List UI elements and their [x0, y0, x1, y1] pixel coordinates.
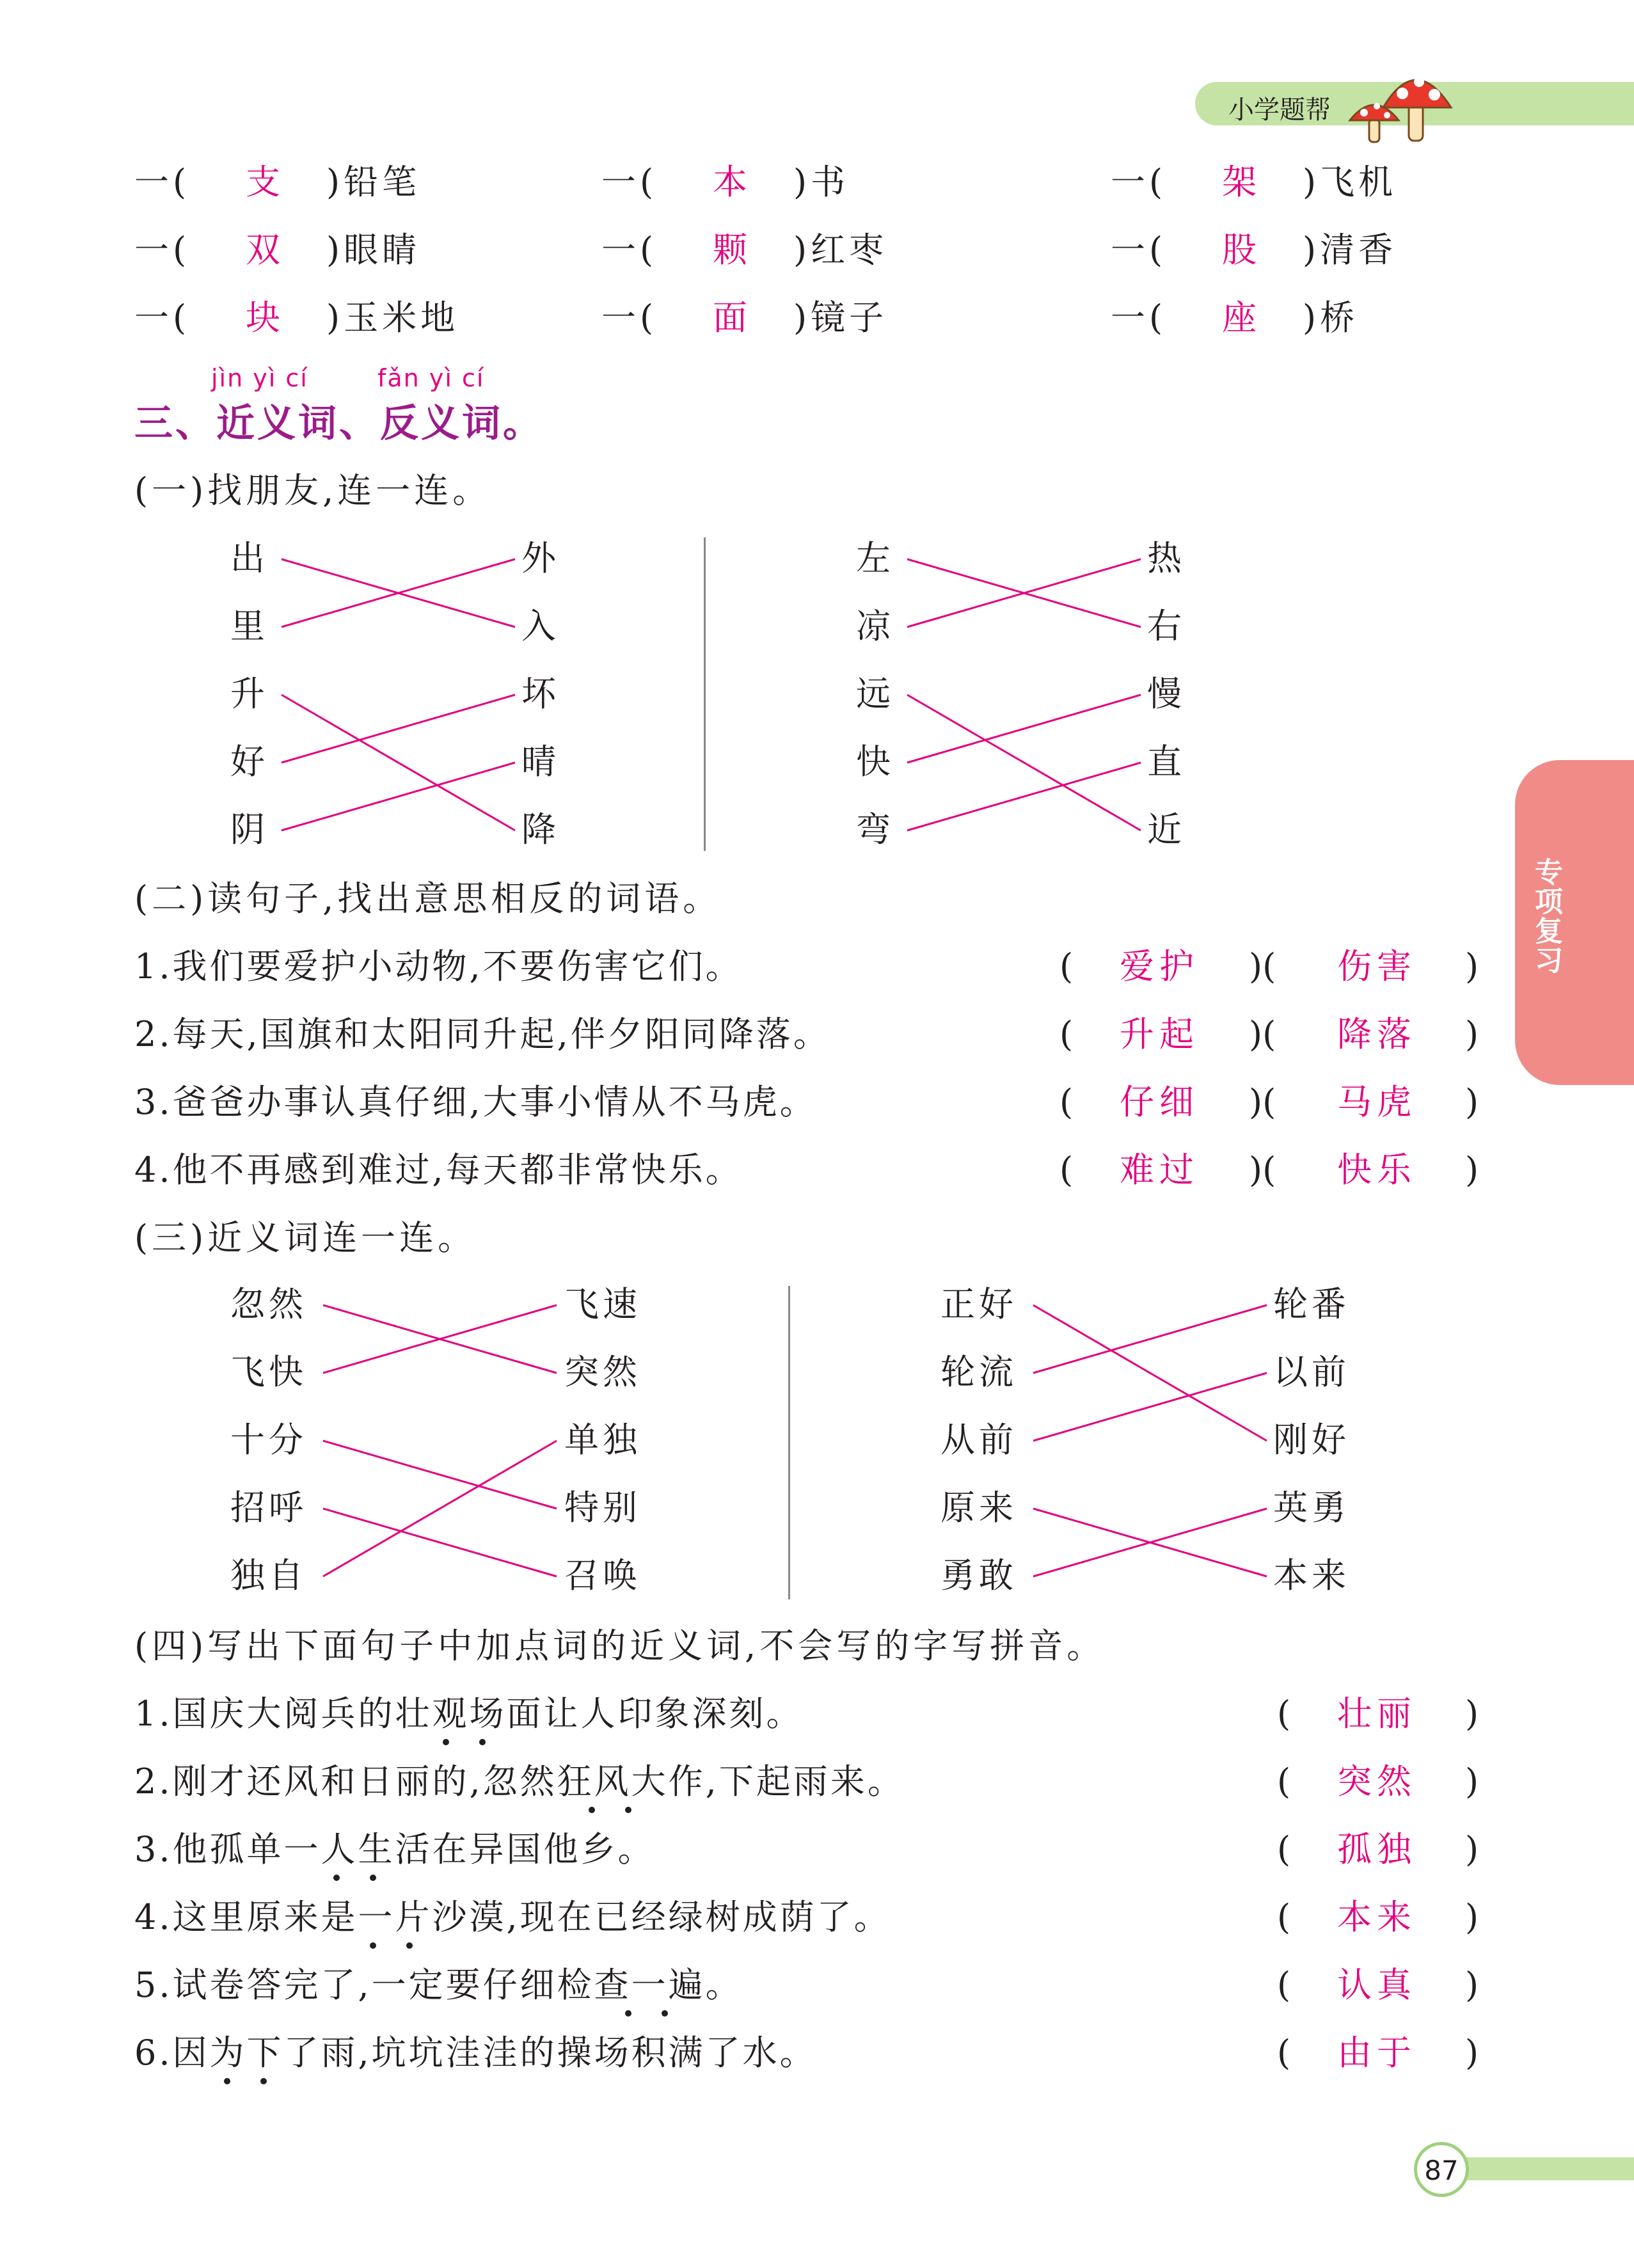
- sentence-text: 2.刚才还风和日丽的,忽然狂风大作,下起雨来。: [134, 1761, 905, 1802]
- emphasis-dot: [479, 1739, 486, 1745]
- measure-prefix: 一(: [601, 297, 658, 338]
- antonym-answer: 马虎: [1337, 1082, 1416, 1122]
- emphasis-dot: [370, 1942, 376, 1949]
- section-title: 三、近义词、反义词。: [134, 401, 544, 446]
- match-left-word: 轮流: [940, 1352, 1017, 1392]
- paren-close: ): [1465, 1693, 1479, 1734]
- measure-answer: 颗: [713, 230, 752, 270]
- match-left-word: 弯: [856, 809, 894, 850]
- measure-noun: )飞机: [1303, 162, 1397, 202]
- paren-open: (: [1059, 1150, 1074, 1190]
- antonym-answer: 伤害: [1337, 946, 1416, 987]
- paren-close: ): [1465, 1897, 1479, 1937]
- sentence-text: 2.每天,国旗和太阳同升起,伴夕阳同降落。: [134, 1014, 830, 1054]
- brand-label: 小学题帮: [1228, 95, 1331, 125]
- measure-answer: 面: [713, 297, 752, 338]
- match-left-word: 远: [856, 674, 894, 714]
- match-right-word: 外: [521, 538, 560, 578]
- match-left-word: 忽然: [230, 1284, 307, 1324]
- match-left-word: 好: [230, 741, 269, 782]
- measure-answer: 股: [1222, 230, 1262, 270]
- match-right-word: 飞速: [564, 1284, 641, 1324]
- match-right-word: 召唤: [564, 1555, 641, 1596]
- page-number: 87: [1424, 2155, 1459, 2186]
- emphasis-dot: [589, 1807, 595, 1813]
- emphasis-dot: [333, 1875, 340, 1881]
- emphasis-dot: [443, 1739, 449, 1745]
- match-right-word: 特别: [564, 1487, 641, 1528]
- part4-title: (四)写出下面句子中加点词的近义词,不会写的字写拼音。: [134, 1626, 1106, 1666]
- emphasis-dot: [406, 1942, 413, 1949]
- pinyin-fanyici: fǎn yì cí: [377, 364, 485, 392]
- match-left-word: 独自: [230, 1555, 307, 1596]
- match-link-line: [323, 1509, 557, 1576]
- match-right-word: 直: [1147, 741, 1186, 782]
- match-right-word: 突然: [564, 1352, 641, 1392]
- match-right-word: 单独: [564, 1420, 641, 1460]
- match-right-word: 刚好: [1273, 1420, 1350, 1460]
- part3-title: (三)近义词连一连。: [134, 1217, 477, 1258]
- match-left-word: 招呼: [230, 1487, 307, 1528]
- paren-open: (: [1277, 1761, 1291, 1802]
- match-right-word: 以前: [1273, 1352, 1350, 1392]
- part1-title: (一)找朋友,连一连。: [134, 470, 491, 511]
- synonym-answer: 壮丽: [1337, 1693, 1416, 1734]
- measure-noun: )镜子: [793, 297, 888, 338]
- sentence-text: 4.他不再感到难过,每天都非常快乐。: [134, 1150, 743, 1190]
- match-right-word: 近: [1147, 809, 1186, 850]
- measure-prefix: 一(: [1111, 297, 1167, 338]
- measure-answer: 架: [1222, 162, 1262, 202]
- synonym-answer: 孤独: [1337, 1829, 1416, 1869]
- match-right-word: 本来: [1273, 1555, 1350, 1596]
- measure-noun: )铅笔: [326, 162, 421, 202]
- measure-noun: )玉米地: [326, 297, 459, 338]
- synonym-answer: 认真: [1337, 1965, 1416, 2005]
- paren-close: ): [1465, 1761, 1479, 1802]
- match-left-word: 左: [856, 538, 894, 578]
- side-tab-label: 专项复习: [1530, 857, 1562, 975]
- sentence-text: 5.试卷答完了,一定要仔细检查一遍。: [134, 1965, 743, 2005]
- match-left-word: 阴: [230, 809, 269, 850]
- measure-prefix: 一(: [601, 162, 658, 202]
- match-left-word: 正好: [940, 1284, 1017, 1324]
- sentence-text: 3.爸爸办事认真仔细,大事小情从不马虎。: [134, 1082, 817, 1122]
- emphasis-dot: [625, 2010, 631, 2017]
- paren-close: ): [1465, 1082, 1479, 1122]
- match-left-word: 凉: [856, 606, 894, 646]
- antonym-answer: 升起: [1120, 1014, 1199, 1054]
- measure-prefix: 一(: [601, 230, 658, 270]
- emphasis-dot: [625, 1807, 631, 1813]
- match-right-word: 晴: [521, 741, 560, 782]
- antonym-answer: 难过: [1120, 1150, 1199, 1190]
- emphasis-dot: [370, 1875, 376, 1881]
- match-left-word: 快: [856, 741, 894, 782]
- match-right-word: 热: [1147, 538, 1186, 578]
- measure-answer: 本: [713, 162, 752, 202]
- match-right-word: 英勇: [1273, 1487, 1350, 1528]
- match-left-word: 从前: [940, 1420, 1017, 1460]
- measure-answer: 块: [246, 297, 285, 338]
- measure-noun: )眼睛: [326, 230, 421, 270]
- paren-close: ): [1465, 1014, 1479, 1054]
- antonym-answer: 降落: [1337, 1014, 1416, 1054]
- match-left-word: 升: [230, 674, 269, 714]
- paren-close: ): [1465, 1150, 1479, 1190]
- match-link-line: [1033, 1373, 1267, 1441]
- sentence-text: 1.我们要爱护小动物,不要伤害它们。: [134, 946, 743, 987]
- match-link-line: [323, 1441, 557, 1576]
- paren-close: ): [1465, 1965, 1479, 2005]
- emphasis-dot: [224, 2078, 230, 2084]
- paren-pair: )(: [1249, 1150, 1276, 1190]
- emphasis-dot: [260, 2078, 267, 2084]
- paren-open: (: [1277, 1965, 1291, 2005]
- match-right-word: 右: [1147, 606, 1186, 646]
- measure-prefix: 一(: [134, 230, 191, 270]
- antonym-answer: 快乐: [1337, 1150, 1416, 1190]
- match-right-word: 轮番: [1273, 1284, 1350, 1324]
- sentence-text: 1.国庆大阅兵的壮观场面让人印象深刻。: [134, 1693, 804, 1734]
- measure-answer: 座: [1222, 297, 1262, 338]
- paren-open: (: [1277, 2033, 1291, 2073]
- paren-close: ): [1465, 2033, 1479, 2073]
- measure-prefix: 一(: [1111, 230, 1167, 270]
- match-right-word: 降: [521, 809, 560, 850]
- paren-close: ): [1465, 1829, 1479, 1869]
- measure-answer: 双: [246, 230, 285, 270]
- match-link-line: [323, 1441, 557, 1509]
- pinyin-jinyici: jìn yì cí: [211, 364, 308, 392]
- measure-prefix: 一(: [1111, 162, 1167, 202]
- paren-open: (: [1059, 946, 1074, 987]
- match-right-word: 慢: [1147, 674, 1186, 714]
- measure-answer: 支: [246, 162, 285, 202]
- antonym-answer: 爱护: [1120, 946, 1199, 987]
- match-link-line: [1033, 1305, 1267, 1441]
- match-left-word: 里: [230, 606, 269, 646]
- paren-pair: )(: [1249, 946, 1276, 987]
- measure-prefix: 一(: [134, 297, 191, 338]
- match-link-line: [1033, 1305, 1267, 1373]
- measure-prefix: 一(: [134, 162, 191, 202]
- paren-open: (: [1059, 1014, 1074, 1054]
- paren-pair: )(: [1249, 1082, 1276, 1122]
- match-left-word: 原来: [940, 1487, 1017, 1528]
- measure-noun: )桥: [1303, 297, 1359, 338]
- measure-noun: )红枣: [793, 230, 888, 270]
- synonym-answer: 本来: [1337, 1897, 1416, 1937]
- match-left-word: 勇敢: [940, 1555, 1017, 1596]
- paren-open: (: [1277, 1897, 1291, 1937]
- match-left-word: 飞快: [230, 1352, 307, 1392]
- sentence-text: 4.这里原来是一片沙漠,现在已经绿树成荫了。: [134, 1897, 891, 1937]
- paren-open: (: [1277, 1829, 1291, 1869]
- part2-title: (二)读句子,找出意思相反的词语。: [134, 878, 722, 919]
- paren-open: (: [1059, 1082, 1074, 1122]
- synonym-answer: 由于: [1337, 2033, 1416, 2073]
- sentence-text: 6.因为下了雨,坑坑洼洼的操场积满了水。: [134, 2033, 817, 2073]
- antonym-answer: 仔细: [1120, 1082, 1199, 1122]
- paren-open: (: [1277, 1693, 1291, 1734]
- sentence-text: 3.他孤单一人生活在异国他乡。: [134, 1829, 655, 1869]
- emphasis-dot: [662, 2010, 668, 2017]
- measure-noun: )书: [793, 162, 850, 202]
- paren-pair: )(: [1249, 1014, 1276, 1054]
- match-right-word: 入: [521, 606, 560, 646]
- synonym-answer: 突然: [1337, 1761, 1416, 1802]
- match-left-word: 十分: [230, 1420, 307, 1460]
- match-right-word: 坏: [521, 674, 560, 714]
- match-left-word: 出: [230, 538, 269, 578]
- paren-close: ): [1465, 946, 1479, 987]
- measure-noun: )清香: [1303, 230, 1397, 270]
